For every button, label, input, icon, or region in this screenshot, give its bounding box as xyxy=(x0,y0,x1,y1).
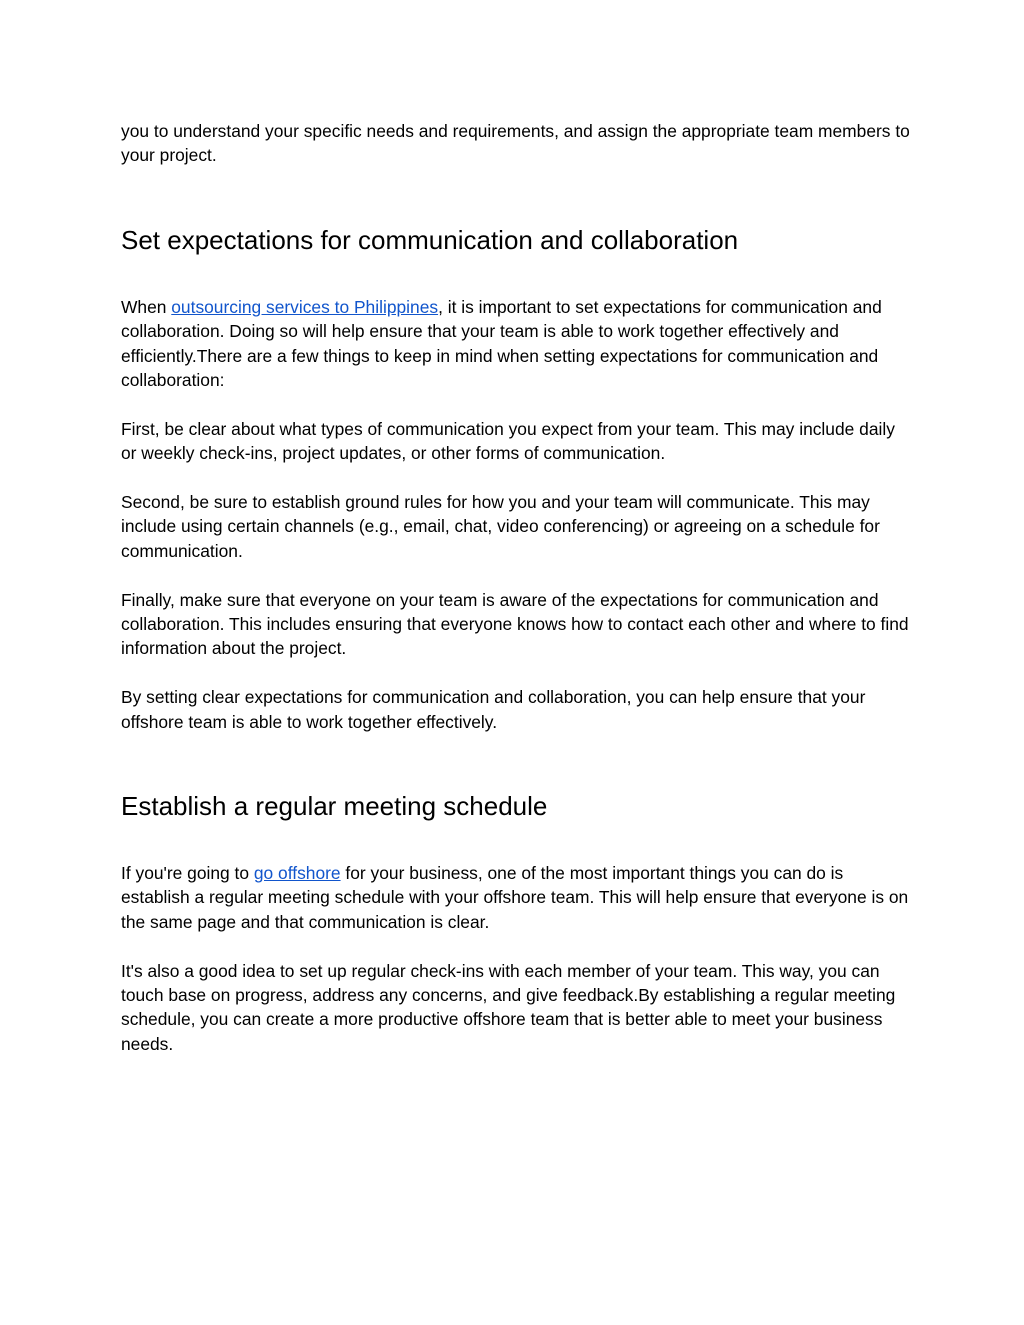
paragraph-text: When xyxy=(121,296,172,317)
paragraph-second: Second, be sure to establish ground rules for how you and your team will communicate. This may include using certain channels (e.g., email, chat, video conferencing) or agreeing on a schedule for communication. xyxy=(121,492,880,561)
paragraph-text: , it is important to set expectations for communication and collaboration. Doing so will help ensure that your team is able to work together effectively and efficiently.There are a few things to keep in mind when setting expectations for communication and collaboration: xyxy=(121,296,882,391)
link-go-offshore[interactable]: go offshore xyxy=(253,863,341,884)
paragraph-check-ins: It's also a good idea to set up regular check-ins with each member of your team. This way, you can touch base on progress, address any concerns, and give feedback.By establishing a regular meeting schedule, you can create a more productive offshore team that is better able to meet your business needs. xyxy=(121,960,896,1054)
document-page xyxy=(121,119,911,1056)
section-heading-meeting-schedule: Establish a regular meeting schedule xyxy=(121,791,548,822)
section-heading-communication: Set expectations for communication and collaboration xyxy=(121,224,739,255)
paragraph-when-outsourcing xyxy=(121,295,911,393)
paragraph-text: for your business, one of the most important things you can do is establish a regular meeting schedule with your offshore team. This will help ensure that everyone is on the same page and that communication is clear. xyxy=(121,863,909,932)
paragraph-conclusion: By setting clear expectations for communication and collaboration, you can help ensure that your offshore team is able to work together effectively. xyxy=(121,687,866,732)
paragraph-first: First, be clear about what types of communication you expect from your team. This may include daily or weekly check-ins, project updates, or other forms of communication. xyxy=(121,418,895,464)
paragraph-go-offshore xyxy=(121,861,911,934)
link-outsourcing-services-philippines[interactable]: outsourcing services to Philippines xyxy=(171,296,439,317)
intro-paragraph: you to understand your specific needs and requirements, and assign the appropriate team members to your project. xyxy=(121,121,910,166)
paragraph-finally: Finally, make sure that everyone on your team is aware of the expectations for communication and collaboration. This includes ensuring that everyone knows how to contact each other and where to find information about the project. xyxy=(121,589,909,659)
paragraph-text: If you're going to xyxy=(121,863,254,884)
